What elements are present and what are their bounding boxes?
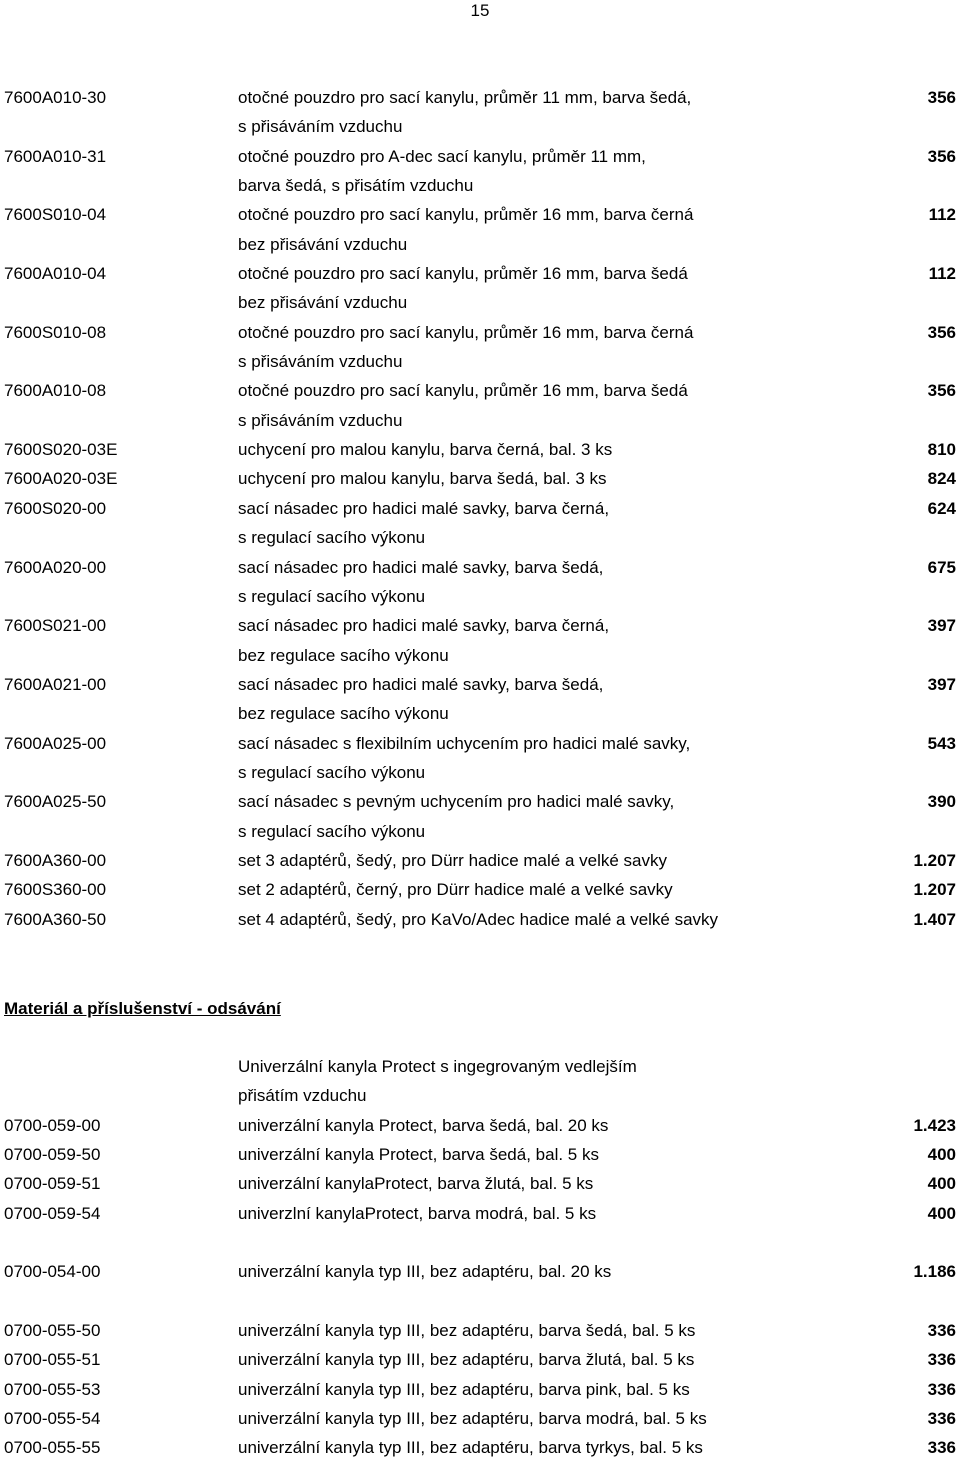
item-price: 624 <box>927 498 956 518</box>
item-code: 7600A020-03E <box>4 469 118 489</box>
item-code: 7600S010-04 <box>4 205 107 225</box>
item-price: 1.207 <box>913 850 956 870</box>
price-list <box>0 83 960 934</box>
item-price: 1.207 <box>913 880 956 900</box>
item-description: bez přisávání vzduchu <box>238 293 408 313</box>
price-row <box>0 1316 960 1345</box>
item-description: s regulací sacího výkonu <box>238 586 426 606</box>
price-row <box>0 787 960 816</box>
item-description: s přisáváním vzduchu <box>238 352 403 372</box>
price-row <box>0 435 960 464</box>
spacer <box>0 1228 960 1257</box>
price-row <box>0 729 960 758</box>
spacer <box>0 1287 960 1316</box>
item-description: s regulací sacího výkonu <box>238 528 426 548</box>
item-code: 7600A020-00 <box>4 557 107 577</box>
item-description: univerzální kanylaProtect, barva žlutá, bal. 5 ks <box>238 1174 594 1194</box>
item-description: univerzální kanyla typ III, bez adaptéru, barva šedá, bal. 5 ks <box>238 1321 696 1341</box>
price-row <box>0 230 960 259</box>
item-code: 0700-055-53 <box>4 1379 101 1399</box>
price-row <box>0 1140 960 1169</box>
item-price: 1.186 <box>913 1262 956 1282</box>
item-description: univerzální kanyla Protect, barva šedá, bal. 20 ks <box>238 1115 609 1135</box>
price-row <box>0 1111 960 1140</box>
item-price: 356 <box>927 146 956 166</box>
price-row <box>0 1375 960 1404</box>
item-description: otočné pouzdro pro sací kanylu, průměr 16 mm, barva černá <box>238 322 694 342</box>
price-row <box>0 318 960 347</box>
price-row <box>0 406 960 435</box>
item-description: otočné pouzdro pro sací kanylu, průměr 16 mm, barva šedá <box>238 264 688 284</box>
item-code: 7600A360-00 <box>4 850 107 870</box>
item-price: 356 <box>927 322 956 342</box>
item-price: 336 <box>927 1438 956 1458</box>
item-code: 7600A021-00 <box>4 674 107 694</box>
item-code: 7600S020-00 <box>4 498 107 518</box>
price-row <box>0 1345 960 1374</box>
item-price: 824 <box>927 469 956 489</box>
item-price: 112 <box>928 205 956 225</box>
item-price: 810 <box>927 440 956 460</box>
item-price: 356 <box>927 381 956 401</box>
item-code: 7600A360-50 <box>4 909 107 929</box>
item-description: sací násadec pro hadici malé savky, barva šedá, <box>238 557 604 577</box>
item-description: set 2 adaptérů, černý, pro Dürr hadice malé a velké savky <box>238 880 673 900</box>
price-row <box>0 1199 960 1228</box>
item-description: otočné pouzdro pro sací kanylu, průměr 16 mm, barva černá <box>238 205 694 225</box>
price-row <box>0 875 960 904</box>
price-row <box>0 1404 960 1433</box>
price-row <box>0 641 960 670</box>
item-code: 7600S360-00 <box>4 880 107 900</box>
item-price: 397 <box>927 616 956 636</box>
price-row <box>0 611 960 640</box>
item-description: sací násadec pro hadici malé savky, barva černá, <box>238 498 610 518</box>
item-description: univerzální kanyla typ III, bez adaptéru, barva pink, bal. 5 ks <box>238 1379 690 1399</box>
item-description: sací násadec pro hadici malé savky, barva černá, <box>238 616 610 636</box>
price-row <box>0 464 960 493</box>
item-code: 7600A025-00 <box>4 733 107 753</box>
item-code: 7600S020-03E <box>4 440 118 460</box>
item-code: 0700-054-00 <box>4 1262 101 1282</box>
price-row <box>0 376 960 405</box>
item-code: 7600A025-50 <box>4 792 107 812</box>
price-row <box>0 288 960 317</box>
item-code: 0700-055-54 <box>4 1409 101 1429</box>
item-description: sací násadec pro hadici malé savky, barva šedá, <box>238 674 604 694</box>
price-row <box>0 1052 960 1081</box>
price-row <box>0 347 960 376</box>
item-code: 0700-055-50 <box>4 1321 101 1341</box>
item-price: 112 <box>928 264 956 284</box>
item-description: univerzální kanyla typ III, bez adaptéru, barva tyrkys, bal. 5 ks <box>238 1438 703 1458</box>
price-row <box>0 905 960 934</box>
item-description: otočné pouzdro pro sací kanylu, průměr 16 mm, barva šedá <box>238 381 688 401</box>
item-code: 0700-055-55 <box>4 1438 101 1458</box>
price-row <box>0 1257 960 1286</box>
section-price-list <box>0 1052 960 1463</box>
item-price: 336 <box>927 1379 956 1399</box>
price-row <box>0 817 960 846</box>
item-price: 336 <box>927 1409 956 1429</box>
price-row <box>0 83 960 112</box>
item-description: s přisáváním vzduchu <box>238 117 403 137</box>
item-description: univerzální kanyla Protect, barva šedá, bal. 5 ks <box>238 1145 599 1165</box>
item-code: 7600A010-04 <box>4 264 107 284</box>
item-price: 1.423 <box>913 1115 956 1135</box>
price-row <box>0 553 960 582</box>
item-code: 7600A010-31 <box>4 146 107 166</box>
item-price: 397 <box>927 674 956 694</box>
item-description: uchycení pro malou kanylu, barva šedá, bal. 3 ks <box>238 469 607 489</box>
price-row <box>0 1169 960 1198</box>
item-description: barva šedá, s přisátím vzduchu <box>238 176 474 196</box>
item-description: přisátím vzduchu <box>238 1086 367 1106</box>
item-code: 7600A010-30 <box>4 88 107 107</box>
item-code: 7600S010-08 <box>4 322 107 342</box>
item-description: bez regulace sacího výkonu <box>238 704 449 724</box>
item-price: 390 <box>927 792 956 812</box>
price-row <box>0 582 960 611</box>
item-description: s přisáváním vzduchu <box>238 410 403 430</box>
item-description: sací násadec s flexibilním uchycením pro hadici malé savky, <box>238 733 691 753</box>
item-code: 7600S021-00 <box>4 616 107 636</box>
item-price: 356 <box>927 88 956 107</box>
item-price: 675 <box>927 557 956 577</box>
item-description: univerzální kanyla typ III, bez adaptéru, barva modrá, bal. 5 ks <box>238 1409 707 1429</box>
item-description: otočné pouzdro pro sací kanylu, průměr 11 mm, barva šedá, <box>238 88 692 107</box>
item-price: 1.407 <box>913 909 956 929</box>
item-description: univerzální kanyla typ III, bez adaptéru, bal. 20 ks <box>238 1262 612 1282</box>
price-row <box>0 1081 960 1110</box>
item-code: 0700-059-50 <box>4 1145 101 1165</box>
item-price: 543 <box>927 733 956 753</box>
price-row <box>0 259 960 288</box>
price-row <box>0 171 960 200</box>
item-code: 0700-055-51 <box>4 1350 101 1370</box>
item-description: univerzální kanyla typ III, bez adaptéru, barva žlutá, bal. 5 ks <box>238 1350 695 1370</box>
item-description: bez regulace sacího výkonu <box>238 645 449 665</box>
item-description: univerzlní kanylaProtect, barva modrá, bal. 5 ks <box>238 1203 597 1223</box>
item-code: 0700-059-51 <box>4 1174 101 1194</box>
page-number: 15 <box>470 1 490 20</box>
price-row <box>0 758 960 787</box>
price-row <box>0 670 960 699</box>
item-description: set 3 adaptérů, šedý, pro Dürr hadice malé a velké savky <box>238 850 667 870</box>
price-row <box>0 846 960 875</box>
item-code: 7600A010-08 <box>4 381 107 401</box>
price-row <box>0 1433 960 1462</box>
price-row <box>0 523 960 552</box>
item-description: uchycení pro malou kanylu, barva černá, bal. 3 ks <box>238 440 613 460</box>
item-description: s regulací sacího výkonu <box>238 821 426 841</box>
item-description: otočné pouzdro pro A-dec sací kanylu, průměr 11 mm, <box>238 146 646 166</box>
item-code: 0700-059-00 <box>4 1115 101 1135</box>
price-row <box>0 142 960 171</box>
item-price: 336 <box>927 1321 956 1341</box>
item-price: 400 <box>927 1174 956 1194</box>
price-row <box>0 112 960 141</box>
item-code: 0700-059-54 <box>4 1203 101 1223</box>
item-price: 336 <box>927 1350 956 1370</box>
item-price: 400 <box>927 1145 956 1165</box>
section-title: Materiál a příslušenství - odsávání <box>4 999 281 1018</box>
price-row <box>0 494 960 523</box>
item-description: Univerzální kanyla Protect s ingegrovaným vedlejším <box>238 1057 637 1076</box>
item-price: 400 <box>927 1203 956 1223</box>
item-description: sací násadec s pevným uchycením pro hadici malé savky, <box>238 792 675 812</box>
item-description: bez přisávání vzduchu <box>238 234 408 254</box>
price-row <box>0 699 960 728</box>
price-row <box>0 200 960 229</box>
item-description: s regulací sacího výkonu <box>238 762 426 782</box>
item-description: set 4 adaptérů, šedý, pro KaVo/Adec hadice malé a velké savky <box>238 909 719 929</box>
